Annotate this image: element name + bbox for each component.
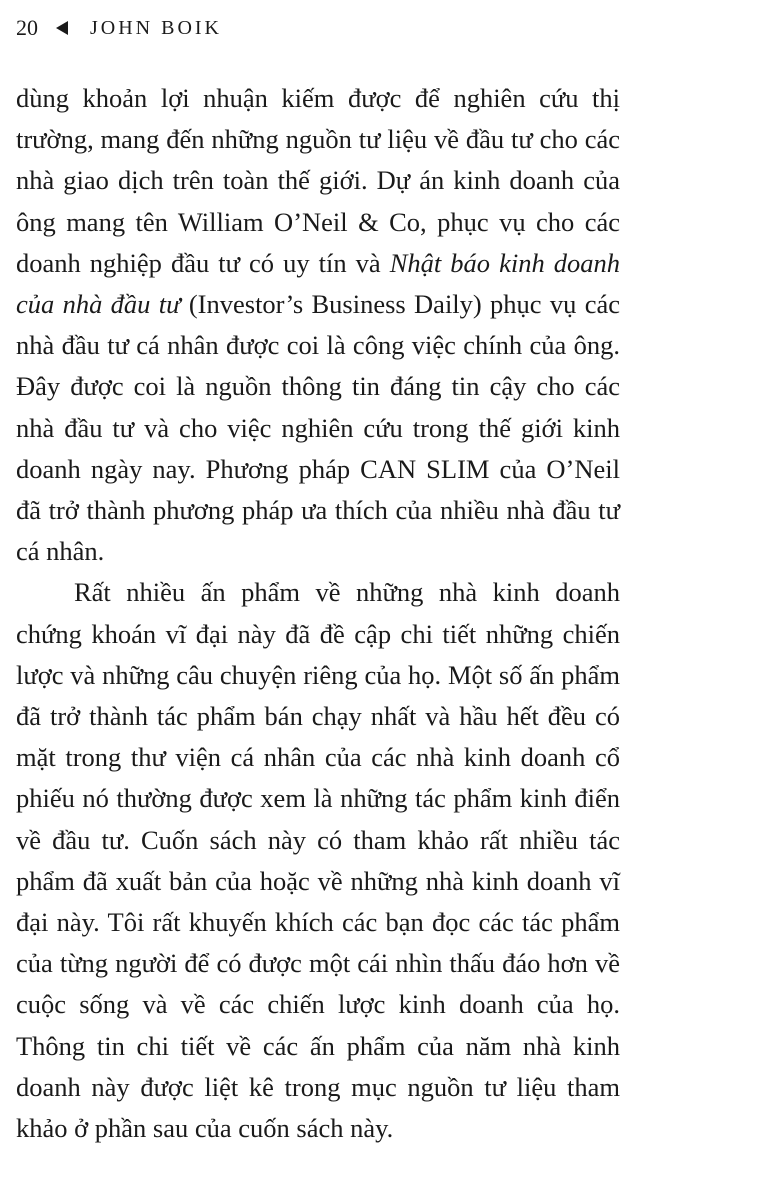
page-number: 20 bbox=[16, 15, 38, 40]
newspaper-title: Nhật báo kinh doanh của nhà đầu tư bbox=[16, 247, 620, 320]
paragraph-1-text-b: (Investor’s Business Daily) phục vụ các nhà đầu tư cá nhân được coi là công việc chính của ông. Đây được coi là nguồn thông tin đáng tin cậy cho các nhà đầu tư và cho việc nghiên cứu trong thế giới kinh doanh ngày nay. Phương pháp CAN SLIM của O’Neil đã trở thành phương pháp ưa thích của nhiều nhà đầu tư cá nhân. bbox=[16, 289, 620, 567]
paragraph-1-text-a: dùng khoản lợi nhuận kiếm được để nghiên cứu thị trường, mang đến những nguồn tư liệu về đầu tư cho các nhà giao dịch trên toàn thế giới. Dự án kinh doanh của ông mang tên William O’Neil & Co, phục vụ cho các doanh nghiệp đầu tư có uy tín và bbox=[16, 83, 620, 278]
body-text bbox=[16, 78, 620, 1149]
paragraph-1 bbox=[16, 78, 620, 572]
left-arrow-icon bbox=[56, 21, 68, 35]
running-head-author: JOHN BOIK bbox=[90, 17, 222, 39]
running-head bbox=[16, 14, 222, 42]
paragraph-2: Rất nhiều ấn phẩm về những nhà kinh doanh chứng khoán vĩ đại này đã đề cập chi tiết những chiến lược và những câu chuyện riêng của họ. Một số ấn phẩm đã trở thành tác phẩm bán chạy nhất và hầu hết đều có mặt trong thư viện cá nhân của các nhà kinh doanh cổ phiếu nó thường được xem là những tác phẩm kinh điển về đầu tư. Cuốn sách này có tham khảo rất nhiều tác phẩm đã xuất bản của hoặc về những nhà kinh doanh vĩ đại này. Tôi rất khuyến khích các bạn đọc các tác phẩm của từng người để có được một cái nhìn thấu đáo hơn về cuộc sống và về các chiến lược kinh doanh của họ. Thông tin chi tiết về các ấn phẩm của năm nhà kinh doanh này được liệt kê trong mục nguồn tư liệu tham khảo ở phần sau của cuốn sách này. bbox=[16, 577, 620, 1144]
